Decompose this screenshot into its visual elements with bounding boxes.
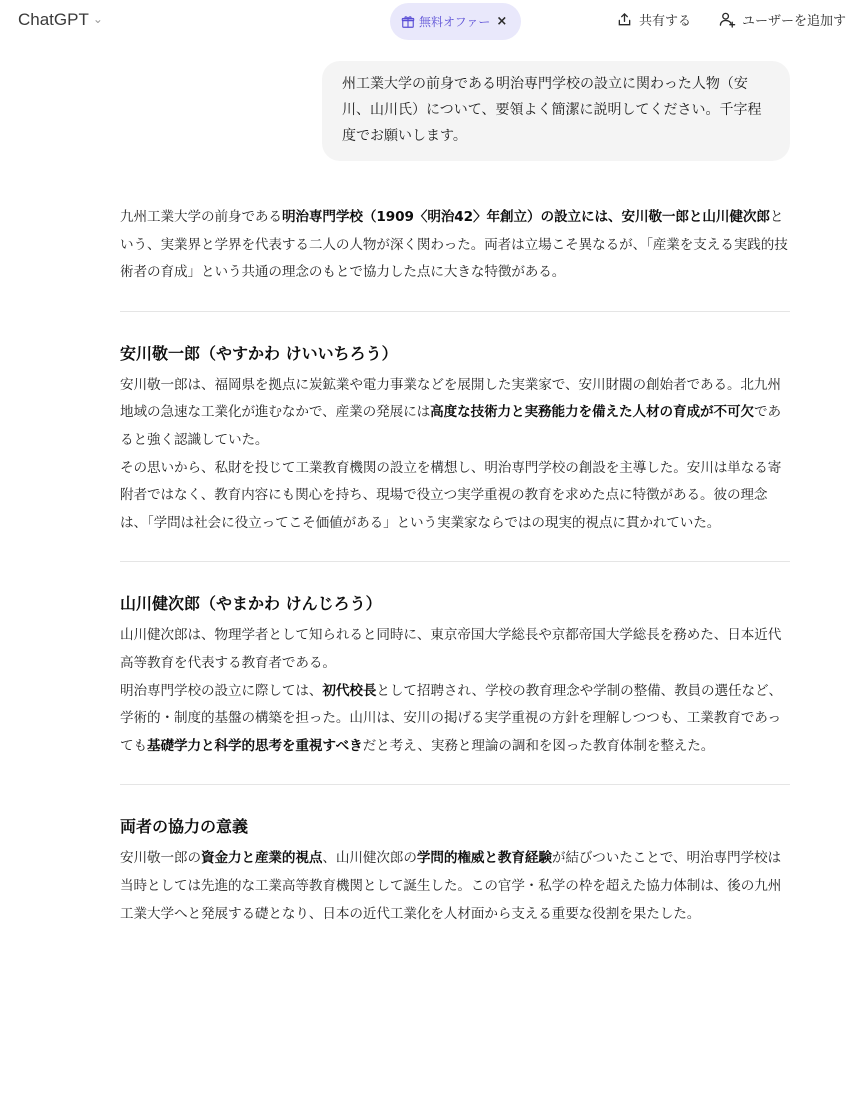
gift-icon xyxy=(401,15,415,29)
bold-text: 高度な技術力と実務能力を備えた人材の育成が不可欠 xyxy=(430,404,754,421)
text-run: 明治専門学校の設立に際しては、 xyxy=(120,682,323,699)
text-run: 、山川健次郎の xyxy=(322,850,417,867)
bold-text: 明治専門学校（1909〈明治42〉年創立）の設立には、安川敬一郎と山川健次郎 xyxy=(281,209,770,225)
user-message-bubble xyxy=(322,61,790,161)
assistant-response xyxy=(120,204,790,928)
section-paragraph xyxy=(120,622,790,677)
bold-text: 学問的権威と教育経験 xyxy=(416,850,552,867)
model-selector[interactable] xyxy=(18,10,103,30)
free-offer-label: 無料オファー xyxy=(419,15,491,29)
add-user-button[interactable] xyxy=(719,10,846,29)
app-title: ChatGPT xyxy=(18,10,89,29)
section-paragraph xyxy=(120,845,790,928)
text-run: だと考え、実務と理論の調和を図った教育体制を整えた。 xyxy=(362,737,715,754)
text-run: として招聘され、学校の教育理念や学制の整備、教員の選任など、学術的・制度的基盤の構築を担った。山川は、安川の掲げる実学重視の方針を理解しつつも、工業教育であっても xyxy=(120,682,783,754)
text-run: その思いから、私財を投じて工業教育機関の設立を構想し、明治専門学校の創設を主導した。安川は単なる寄附者ではなく、教育内容にも関心を持ち、現場で役立つ実学重視の教育を求めた点に特徴がある。彼の理念は、「学問は社会に役立ってこそ価値がある」という実業家ならではの現実的視点に貫かれていた。 xyxy=(120,459,782,531)
chevron-down-icon: ⌄ xyxy=(92,12,103,26)
text-run: 安川敬一郎の xyxy=(120,850,201,867)
section-paragraph xyxy=(120,372,790,455)
section-heading: 山川健次郎（やまかわ けんじろう） xyxy=(120,594,382,614)
free-offer-button[interactable] xyxy=(390,3,521,40)
share-label: 共有する xyxy=(639,14,692,29)
section-paragraph xyxy=(120,455,790,538)
intro-paragraph xyxy=(120,204,790,287)
text-run: が結びついたことで、明治専門学校は当時としては先進的な工業高等教育機関として誕生した。この官学・私学の枠を超えた協力体制は、後の九州工業大学へと発展する礎となり、日本の近代工業化を人材面から支える重要な役割を果たした。 xyxy=(120,850,782,922)
section-paragraph xyxy=(120,678,790,761)
text-run: 安川敬一郎は、福岡県を拠点に炭鉱業や電力事業などを展開した実業家で、安川財閥の創始者である。北九州地域の急速な工業化が進むなかで、産業の発展には xyxy=(120,376,781,421)
text-run: 山川健次郎は、物理学者として知られると同時に、東京帝国大学総長や京都帝国大学総長を務めた、日本近代高等教育を代表する教育者である。 xyxy=(120,627,782,671)
share-icon xyxy=(617,12,632,27)
text-run: 九州工業大学の前身である xyxy=(120,209,282,225)
bold-text: 初代校長 xyxy=(322,682,377,699)
add-user-icon xyxy=(719,11,736,28)
bold-text: 資金力と産業的視点 xyxy=(200,850,323,867)
close-icon[interactable]: × xyxy=(496,14,508,29)
top-bar xyxy=(0,0,846,44)
text-run: という、実業界と学界を代表する二人の人物が深く関わった。両者は立場こそ異なるが、「産業を支える実践的技術者の育成」という共通の理念のもとで協力した点に大きな特徴がある。 xyxy=(120,209,788,281)
section-heading: 安川敬一郎（やすかわ けいいちろう） xyxy=(120,343,398,363)
section-heading: 両者の協力の意義 xyxy=(120,817,249,837)
user-message-text: 州工業大学の前身である明治専門学校の設立に関わった人物（安川、山川氏）について、要領よく簡潔に説明してください。千字程度でお願いします。 xyxy=(342,76,762,144)
text-run: であると強く認識していた。 xyxy=(120,404,781,448)
bold-text: 基礎学力と科学的思考を重視すべき xyxy=(147,737,363,754)
share-button[interactable] xyxy=(617,10,691,29)
add-user-label: ユーザーを追加す xyxy=(742,14,846,29)
